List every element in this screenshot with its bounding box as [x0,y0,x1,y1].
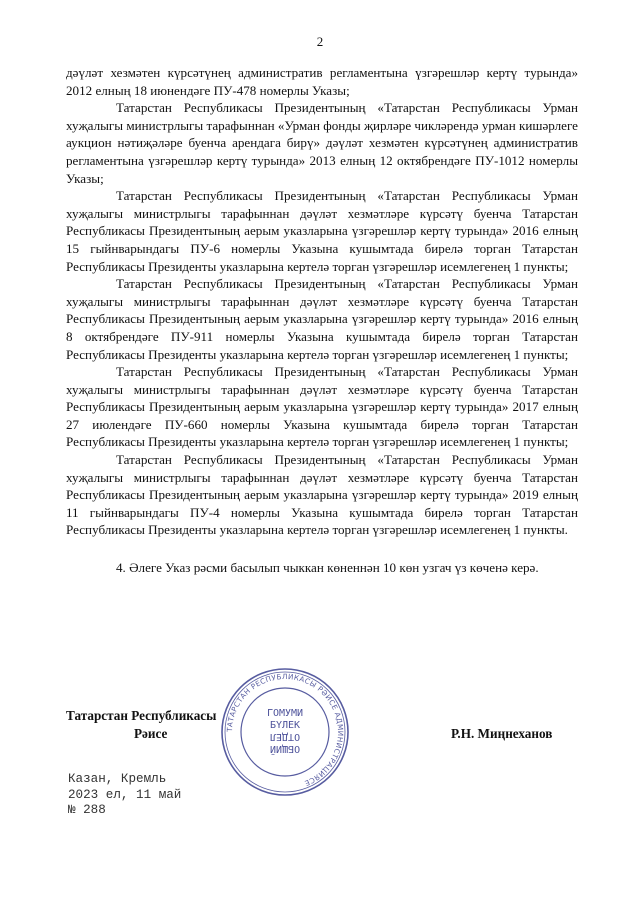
issue-date: 2023 ел, 11 май [68,787,182,802]
signature-title-line1: Татарстан Республикасы [66,708,217,723]
decree-number: № 288 [68,803,106,817]
paragraph: Татарстан Республикасы Президентының «Татарстан Республикасы Урман хуҗалыгы министрлыгы тарафыннан дәүләт хезмәтләре күрсәтү буенча Татарстан Республикасы Президентының аерым указларына үзгәрешләр кертү турында» 2016 елның 8 октябрендәге ПУ-911 номерлы Указына кушымтада бирелә торган Татарстан Республикасы Президенты указларына кертелә торган үзгәрешләр исемлегенең 1 пункты; [66,276,578,362]
paragraph: Татарстан Республикасы Президентының «Татарстан Республикасы Урман хуҗалыгы министрлыгы тарафыннан «Урман фонды җирләре чикләрендә урман кишәрлеге аукцион нәтиҗәләре буенча арендага бирү» дәүләт хезмәтен күрсәтүнең административ регламентына үзгәрешләр кертү турында» 2013 елның 12 октябрендәге ПУ-1012 номерлы Указы; [66,100,578,186]
paragraph-effective-date: 4. Әлеге Указ рәсми басылып чыккан көненнән 10 көн узгач үз көченә керә. [116,560,539,576]
issue-place: Казан, Кремль [68,772,167,786]
signature-title-line2: Рәисе [134,726,168,741]
paragraph: Татарстан Республикасы Президентының «Татарстан Республикасы Урман хуҗалыгы министрлыгы тарафыннан дәүләт хезмәтләре күрсәтү буенча Татарстан Республикасы Президентының аерым указларына үзгәрешләр кертү турында» 2019 елның 11 гыйнварындагы ПУ-4 номерлы Указына кушымтада бирелә торган Татарстан Республикасы Президенты указларына кертелә торган үзгәрешләр исемлегенең 1 пункты. [66,452,578,538]
issue-place-date [68,772,181,819]
stamp-center-line2: БҮЛЕК [269,720,301,731]
stamp-center-line3: ОТДЕЛ [269,731,301,742]
stamp-ring-text: ТАТАРСТАН РЕСПУБЛИКАСЫ РӘИСЕ АДМИНИСТРАЦИЯСЕ [224,671,346,789]
stamp-center-line1: ГОМУМИ [266,708,304,719]
stamp-center-line4: ОБЩИЙ [269,743,301,754]
signature-name: Р.Н. Миңнеханов [451,726,553,741]
official-stamp [219,666,351,798]
paragraph: Татарстан Республикасы Президентының «Татарстан Республикасы Урман хуҗалыгы министрлыгы тарафыннан дәүләт хезмәтләре күрсәтү буенча Татарстан Республикасы Президентының аерым указларына үзгәрешләр кертү турында» 2017 елның 27 июлендәге ПУ-660 номерлы Указына кушымтада бирелә торган Татарстан Республикасы Президенты указларына кертелә торган үзгәрешләр исемлегенең 1 пункты; [66,364,578,450]
paragraph: Татарстан Республикасы Президентының «Татарстан Республикасы Урман хуҗалыгы министрлыгы тарафыннан дәүләт хезмәтләре күрсәтү буенча Татарстан Республикасы Президентының аерым указларына үзгәрешләр кертү турында» 2016 елның 15 гыйнварындагы ПУ-6 номерлы Указына кушымтада бирелә торган Татарстан Республикасы Президенты указларына кертелә торган үзгәрешләр исемлегенең 1 пункты; [66,188,578,274]
paragraph: дәүләт хезмәтен күрсәтүнең административ регламентына үзгәрешләр кертү турында» 2012 елның 18 июнендәге ПУ-478 номерлы Указы; [66,65,578,98]
document-body [66,64,578,577]
page-number: 2 [316,34,324,49]
